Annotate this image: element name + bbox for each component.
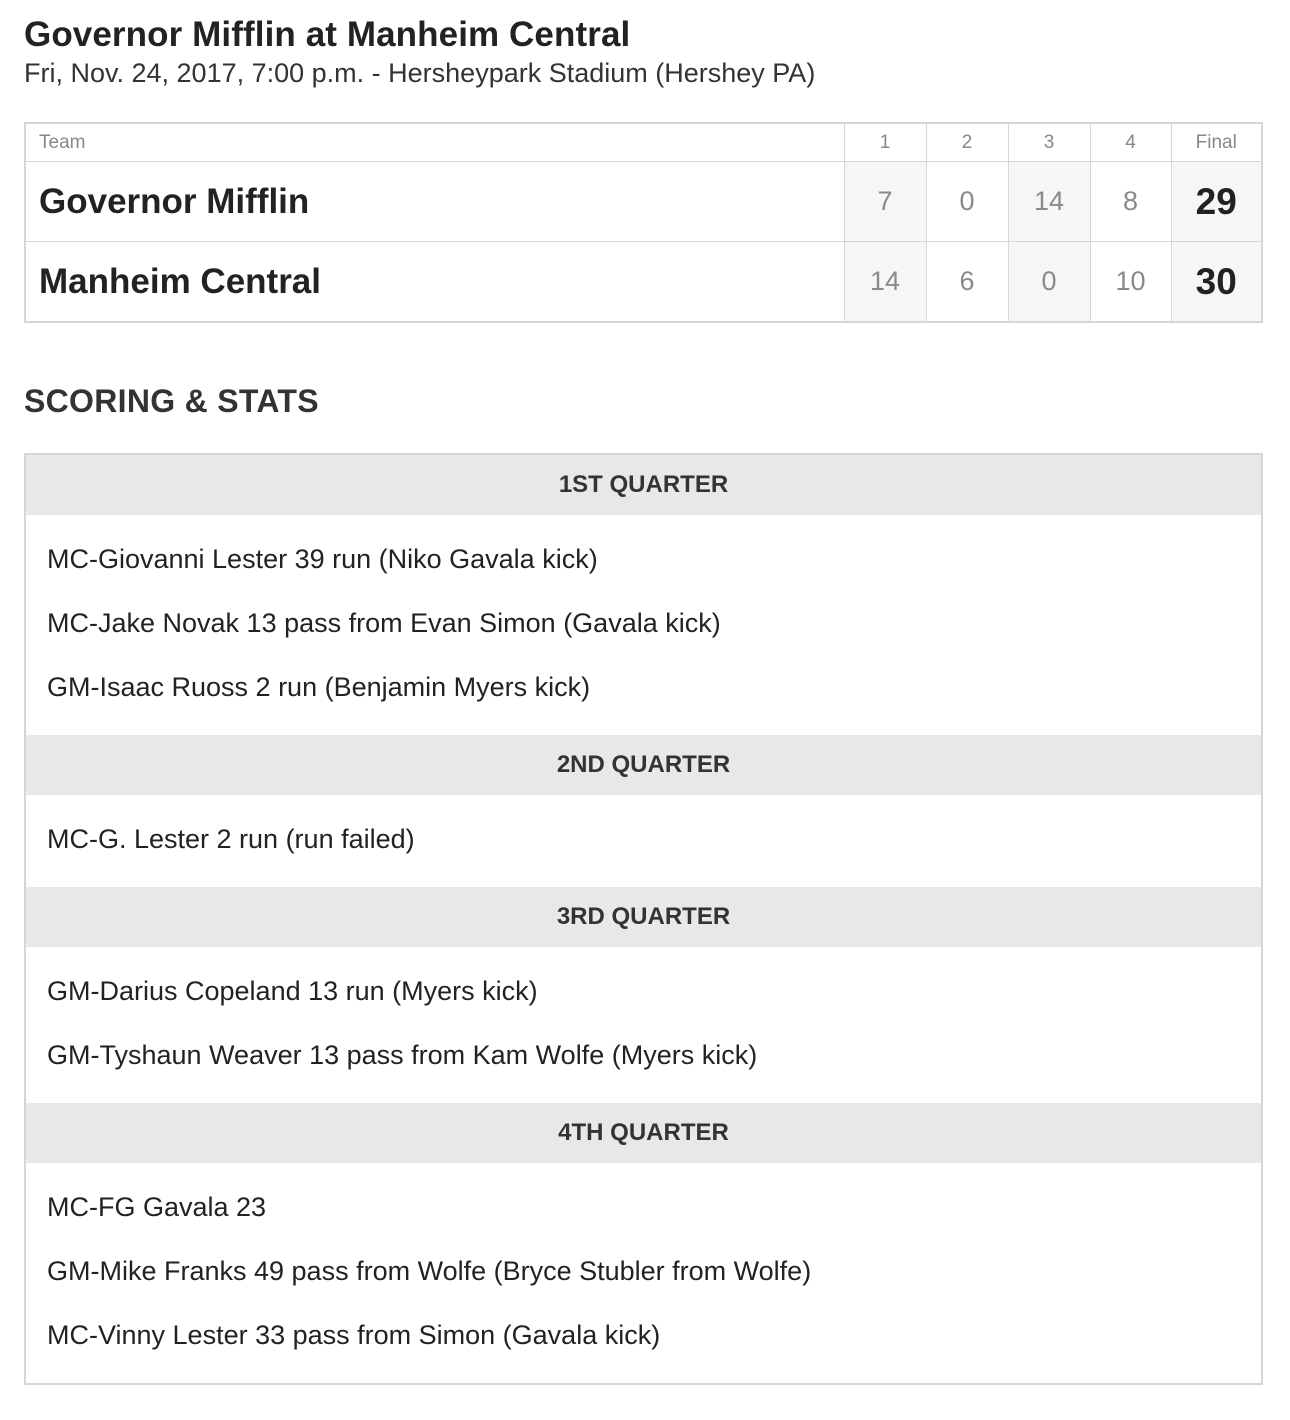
q1-score: 14	[844, 242, 926, 323]
q4-score: 10	[1090, 242, 1171, 323]
q3-score: 14	[1008, 162, 1090, 242]
col-q1: 1	[844, 123, 926, 162]
col-q3: 3	[1008, 123, 1090, 162]
linescore-row-governor-mifflin	[25, 162, 1262, 242]
scoring-play: MC-G. Lester 2 run (run failed)	[47, 824, 415, 854]
game-title: Governor Mifflin at Manheim Central	[24, 15, 631, 54]
q2-score: 0	[926, 162, 1008, 242]
scoring-play: MC-Vinny Lester 33 pass from Simon (Gavala kick)	[47, 1320, 661, 1350]
col-q2: 2	[926, 123, 1008, 162]
q2-score: 6	[926, 242, 1008, 323]
quarter-plays-3	[26, 947, 1261, 1103]
team-name: Governor Mifflin	[25, 162, 844, 242]
game-summary	[24, 14, 1263, 1385]
game-meta: Fri, Nov. 24, 2017, 7:00 p.m. - Hersheypark Stadium (Hershey PA)	[24, 58, 816, 88]
scoring-play: GM-Mike Franks 49 pass from Wolfe (Bryce Stubler from Wolfe)	[47, 1256, 812, 1286]
scoring-play: GM-Isaac Ruoss 2 run (Benjamin Myers kick)	[47, 672, 591, 702]
scoring-play: GM-Darius Copeland 13 run (Myers kick)	[47, 976, 538, 1006]
team-name: Manheim Central	[25, 242, 844, 323]
scoring-play: MC-FG Gavala 23	[47, 1192, 267, 1222]
quarter-header-2: 2ND QUARTER	[26, 735, 1261, 795]
final-score: 29	[1171, 162, 1262, 242]
quarter-plays-2	[26, 795, 1261, 887]
q3-score: 0	[1008, 242, 1090, 323]
col-final: Final	[1171, 123, 1262, 162]
col-q4: 4	[1090, 123, 1171, 162]
quarter-plays-4	[26, 1163, 1261, 1383]
linescore-header-row	[25, 123, 1262, 162]
scoring-play: MC-Giovanni Lester 39 run (Niko Gavala kick)	[47, 544, 598, 574]
q1-score: 7	[844, 162, 926, 242]
scoring-play: GM-Tyshaun Weaver 13 pass from Kam Wolfe (Myers kick)	[47, 1040, 758, 1070]
scoring-summary	[24, 453, 1263, 1385]
quarter-header-4: 4TH QUARTER	[26, 1103, 1261, 1163]
quarter-header-1: 1ST QUARTER	[26, 455, 1261, 515]
quarter-plays-1	[26, 515, 1261, 735]
q4-score: 8	[1090, 162, 1171, 242]
linescore-table	[24, 122, 1263, 323]
linescore-row-manheim-central	[25, 242, 1262, 323]
col-team: Team	[25, 123, 844, 162]
scoring-play: MC-Jake Novak 13 pass from Evan Simon (Gavala kick)	[47, 608, 721, 638]
quarter-header-3: 3RD QUARTER	[26, 887, 1261, 947]
final-score: 30	[1171, 242, 1262, 323]
scoring-section-title: SCORING & STATS	[24, 383, 319, 419]
